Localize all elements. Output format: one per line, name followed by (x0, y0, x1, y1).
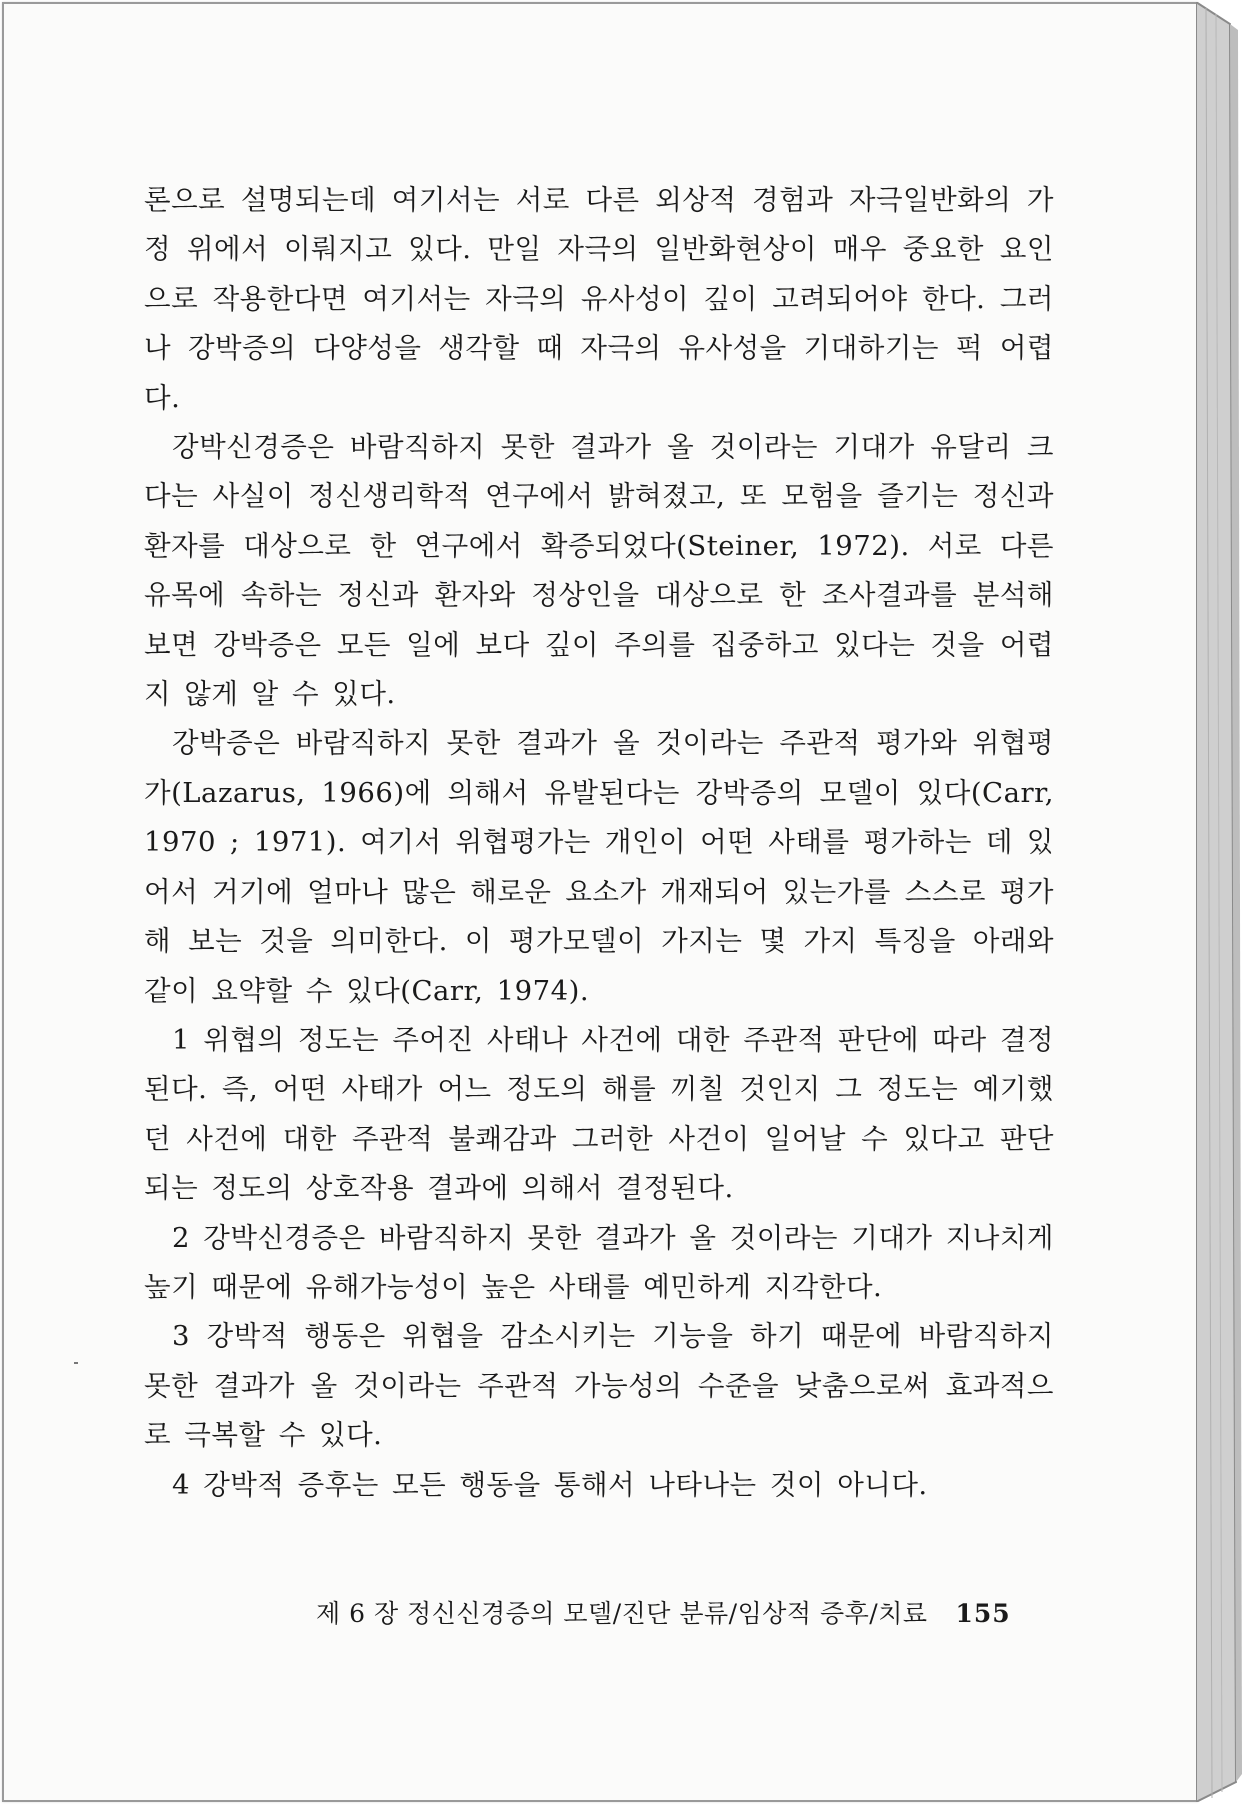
list-item-3: 3 강박적 행동은 위협을 감소시키는 기능을 하기 때문에 바람직하지 못한 결과가 올 것이라는 주관적 가능성의 수준을 낮춤으로써 효과적으로 극복할 수 있다. (144, 1320, 1054, 1452)
running-footer (316, 1594, 1076, 1630)
scan-speck (74, 1362, 78, 1364)
paragraph-threat-appraisal: 강박증은 바람직하지 못한 결과가 올 것이라는 주관적 평가와 위협평가(Lazarus, 1966)에 의해서 유발된다는 강박증의 모델이 있다(Carr, 1970 ; 1971). 여기서 위협평가는 개인이 어떤 사태를 평가하는 데 있어서 거기에 얼마나 많은 해로운 요소가 개재되어 있는가를 스스로 평가해 보는 것을 의미한다. 이 평가모델이 가지는 몇 가지 특징을 아래와 같이 요약할 수 있다(Carr, 1974). (144, 727, 1054, 1007)
list-item-2: 2 강박신경증은 바람직하지 못한 결과가 올 것이라는 기대가 지나치게 높기 때문에 유해가능성이 높은 사태를 예민하게 지각한다. (144, 1221, 1054, 1303)
body-text (144, 176, 1054, 1510)
page-number: 155 (955, 1599, 1011, 1628)
chapter-title: 제 6 장 정신신경증의 모델/진단 분류/임상적 증후/치료 (316, 1599, 928, 1628)
list-item-4: 4 강박적 증후는 모든 행동을 통해서 나타나는 것이 아니다. (172, 1468, 928, 1501)
paragraph-continuation: 론으로 설명되는데 여기서는 서로 다른 외상적 경험과 자극일반화의 가정 위에서 이뤄지고 있다. 만일 자극의 일반화현상이 매우 중요한 요인으로 작용한다면 여기서는 자극의 유사성이 깊이 고려되어야 한다. 그러나 강박증의 다양성을 생각할 때 자극의 유사성을 기대하기는 퍽 어렵다. (144, 184, 1054, 414)
page-stack-edge (1196, 2, 1256, 1802)
book-page (2, 2, 1198, 1802)
list-item-1: 1 위협의 정도는 주어진 사태나 사건에 대한 주관적 판단에 따라 결정된다. 즉, 어떤 사태가 어느 정도의 해를 끼칠 것인지 그 정도는 예기했던 사건에 대한 주관적 불쾌감과 그러한 사건이 일어날 수 있다고 판단되는 정도의 상호작용 결과에 의해서 결정된다. (144, 1023, 1054, 1205)
paragraph-anticipation: 강박신경증은 바람직하지 못한 결과가 올 것이라는 기대가 유달리 크다는 사실이 정신생리학적 연구에서 밝혀졌고, 또 모험을 즐기는 정신과 환자를 대상으로 한 연구에서 확증되었다(Steiner, 1972). 서로 다른 유목에 속하는 정신과 환자와 정상인을 대상으로 한 조사결과를 분석해 보면 강박증은 모든 일에 보다 깊이 주의를 집중하고 있다는 것을 어렵지 않게 알 수 있다. (144, 431, 1054, 711)
